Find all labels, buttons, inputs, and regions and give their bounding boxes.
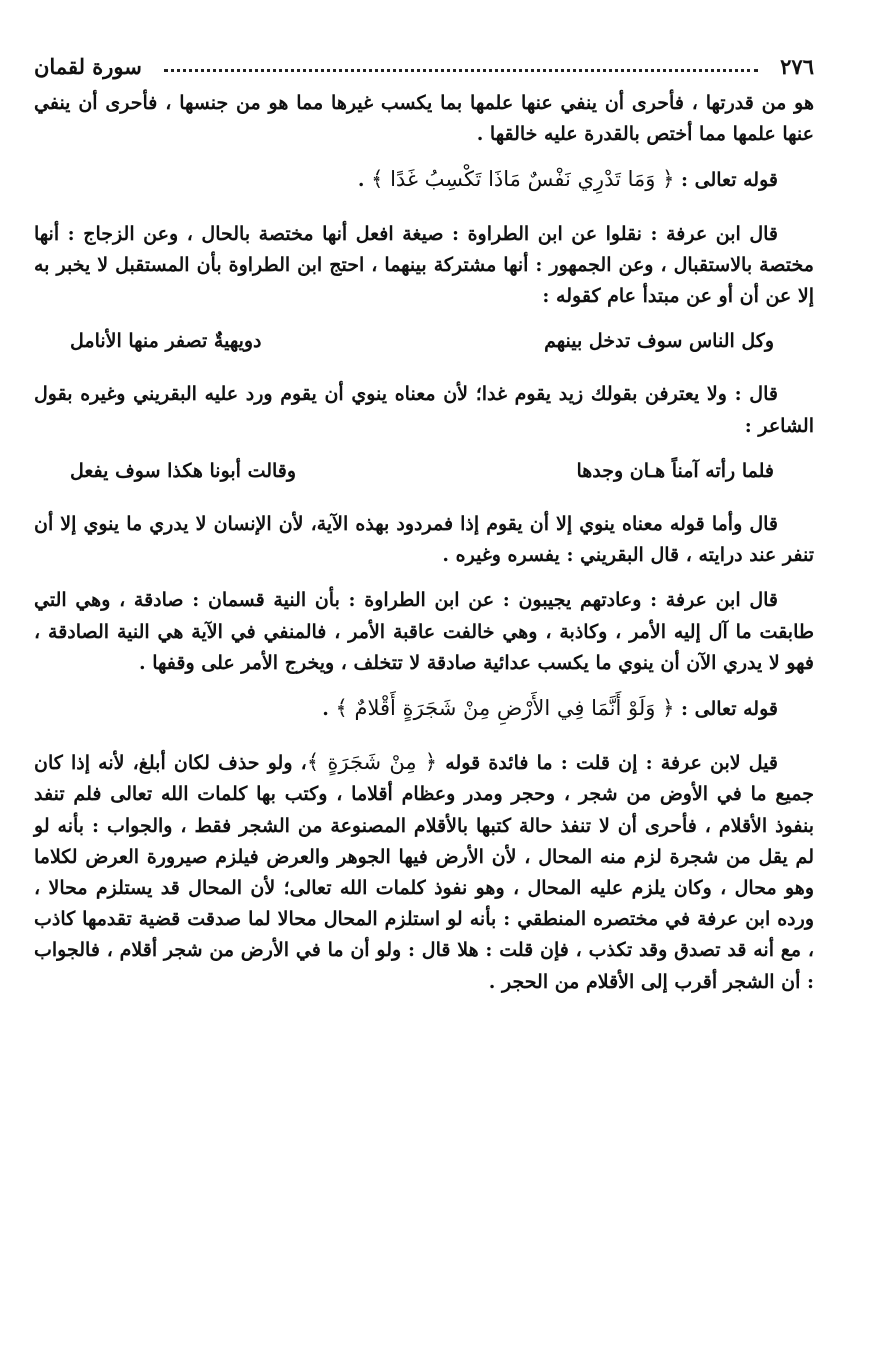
book-page: [34, 46, 814, 1012]
page-header: [34, 46, 814, 86]
paragraph-6-rest: ، ولو حذف لكان أبلغ، لأنه إذا كان جميع ما في الأوض من شجر ، وحجر ومدر وعظام أقلاما ، وكتب بها كلمات الله تعالى فلم تنفد بنفوذ الأقلام ، فأحرى أن لا تنفذ حالة كتبها بالأقلام المصنوعة من الشجر فقط ، والجواب : بأنه لو لم يقل من شجرة لزم منه المحال ، لأن الأرض فيها الجوهر والعرض فيلزم صيرورة العرض لكلاما وهو محال ، وكان يلزم عليه المحال ، وهو نفوذ كلمات الله تعالى؛ لأن المحال قد يستلزم محالا ، ورده ابن عرفة في مختصره المنطقي : بأنه لو استلزم المحال محالا لما صدقت قضية تقدمها كاذب ، مع أنه قد تصدق وقد تكذب ، فإن قلت : هلا قال : ولو أن ما في الأرض من شجر أقلام ، فالجواب : أن الشجر أقرب إلى الأقلام من الحجر .: [34, 752, 815, 993]
verse-end: .: [322, 698, 336, 721]
paragraph-5: قال ابن عرفة : وعادتهم يجيبون : عن ابن الطراوة : بأن النية قسمان : صادقة ، وهي التي طابقت ما آل إليه الأمر ، وكاذبة ، وهي خالفت عاقبة الأمر ، فالمنفي في الآية هي النية الصادقة ، فهو لا يدري الآن أن ينوي ما يكسب عدائية صادقة لا تتخلف ، ويخرج الأمر على وقفها .: [34, 589, 814, 674]
poem-hemistich-first: فلما رأته آمناً هـان وجدها: [576, 459, 774, 482]
paragraph-1: هو من قدرتها ، فأحرى أن ينفي عنها علمها بما يكسب غيرها مما هو من جنسها ، فأحرى أن ينفي عنها علمها مما أختص بالقدرة عليه خالقها .: [34, 92, 814, 146]
verse-intro: قوله تعالى :: [674, 169, 778, 192]
paragraph-4: قال وأما قوله معناه ينوي إلا أن يقوم إذا فمردود بهذه الآية، لأن الإنسان لا يدري ما ينوي إلا أن تنفر عند درايته ، قال البقريني : يفسره وغيره .: [34, 513, 814, 567]
verse-quote-1: [34, 164, 814, 196]
paragraph-3: قال : ولا يعترفن بقولك زيد يقوم غدا؛ لأن معناه ينوي أن يقوم ورد عليه البقريني وغيره بقول الشاعر :: [34, 383, 814, 437]
header-dotted-rule: [164, 69, 758, 72]
paragraph-2: قال ابن عرفة : نقلوا عن ابن الطراوة : صيغة افعل أنها مختصة بالحال ، وعن الزجاج : أنها مختصة بالاستقبال ، وعن الجمهور : أنها مشتركة بينهما ، احتج ابن الطراوة بأن المستقبل لا يخبر به إلا عن أن أو عن مبتدأ عام كقوله :: [34, 222, 814, 308]
poem-verse-1: [34, 326, 814, 357]
paragraph-6: [34, 747, 814, 998]
quran-verse-inline: ﴿ مِنْ شَجَرَةٍ ﴾: [306, 750, 438, 775]
verse-intro: قوله تعالى :: [674, 698, 778, 721]
verse-quote-2: [34, 693, 814, 725]
quran-verse-text: ﴿ وَمَا تَدْرِي نَفْسٌ مَاذَا تَكْسِبُ غَدًا ﴾: [371, 167, 675, 192]
paragraph-6-start: قيل لابن عرفة : إن قلت : ما فائدة قوله: [437, 752, 778, 775]
surah-name: سورة لقمان: [34, 53, 142, 79]
poem-hemistich-second: دويهيةٌ تصفر منها الأنامل: [70, 330, 262, 353]
poem-hemistich-second: وقالت أبونا هكذا سوف يفعل: [70, 459, 297, 482]
page-number: ٢٧٦: [780, 53, 814, 79]
quran-verse-text: ﴿ وَلَوْ أَنَّمَا فِي الأَرْضِ مِنْ شَجَرَةٍ أَقْلامٌ ﴾: [335, 696, 675, 721]
poem-verse-2: [34, 456, 814, 487]
poem-hemistich-first: وكل الناس سوف تدخل بينهم: [544, 330, 774, 353]
verse-end: .: [357, 169, 372, 192]
